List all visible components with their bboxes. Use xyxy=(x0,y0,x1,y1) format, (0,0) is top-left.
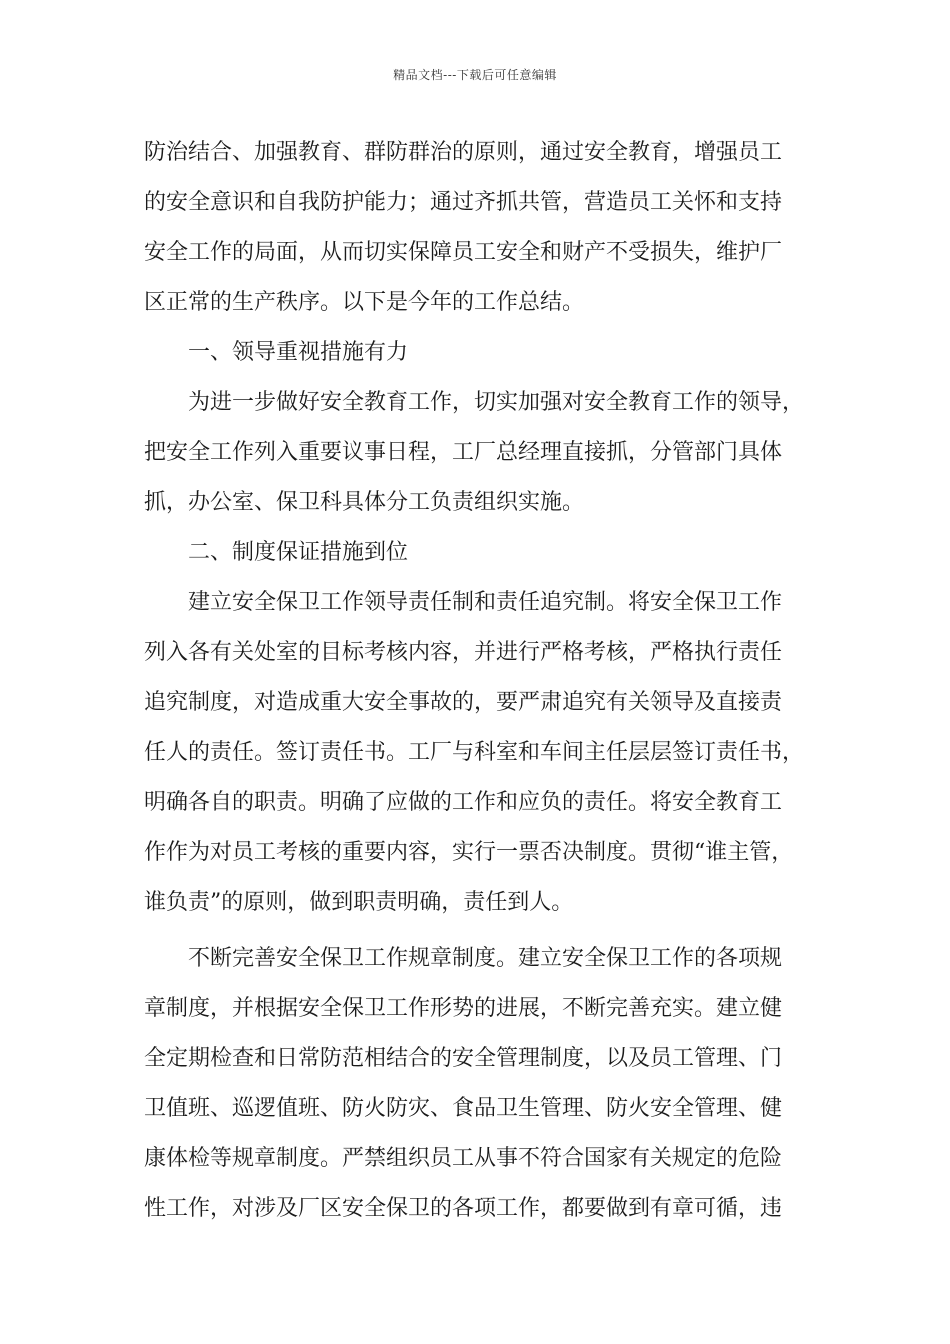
paragraph-line: 区正常的生产秩序。以下是今年的工作总结。 xyxy=(144,290,585,315)
paragraph-line: 列入各有关处室的目标考核内容，并进行严格考核，严格执行责任 xyxy=(144,640,783,665)
paragraph-line: 作作为对员工考核的重要内容，实行一票否决制度。贯彻“谁主管， xyxy=(144,840,794,865)
paragraph-line: 建立安全保卫工作领导责任制和责任追究制。将安全保卫工作 xyxy=(188,590,783,615)
paragraph-line: 谁负责”的原则，做到职责明确，责任到人。 xyxy=(144,890,574,915)
page-header: 精品文档---下载后可任意编辑 xyxy=(393,68,557,82)
section-heading-2: 二、制度保证措施到位 xyxy=(188,540,409,565)
paragraph-line: 不断完善安全保卫工作规章制度。建立安全保卫工作的各项规 xyxy=(188,946,783,971)
paragraph-line: 抓，办公室、保卫科具体分工负责组织实施。 xyxy=(144,490,585,515)
paragraph-line: 卫值班、巡逻值班、防火防灾、食品卫生管理、防火安全管理、健 xyxy=(144,1096,783,1121)
paragraph-line: 安全工作的局面，从而切实保障员工安全和财产不受损失，维护厂 xyxy=(144,240,783,265)
paragraph-line: 全定期检查和日常防范相结合的安全管理制度，以及员工管理、门 xyxy=(144,1046,783,1071)
paragraph-line: 追究制度，对造成重大安全事故的，要严肃追究有关领导及直接责 xyxy=(144,690,783,715)
paragraph-line: 章制度，并根据安全保卫工作形势的进展，不断完善充实。建立健 xyxy=(144,996,783,1021)
paragraph-line: 的安全意识和自我防护能力；通过齐抓共管，营造员工关怀和支持 xyxy=(144,190,783,215)
paragraph-line: 性工作，对涉及厂区安全保卫的各项工作，都要做到有章可循，违 xyxy=(144,1196,783,1221)
paragraph-line: 把安全工作列入重要议事日程，工厂总经理直接抓，分管部门具体 xyxy=(144,440,783,465)
document-body xyxy=(144,128,814,1234)
paragraph-line: 防治结合、加强教育、群防群治的原则，通过安全教育，增强员工 xyxy=(144,140,783,165)
paragraph-line: 康体检等规章制度。严禁组织员工从事不符合国家有关规定的危险 xyxy=(144,1146,783,1171)
section-heading-1: 一、领导重视措施有力 xyxy=(188,340,409,365)
paragraph-line: 为进一步做好安全教育工作，切实加强对安全教育工作的领导， xyxy=(188,390,805,415)
paragraph-line: 明确各自的职责。明确了应做的工作和应负的责任。将安全教育工 xyxy=(144,790,783,815)
paragraph-line: 任人的责任。签订责任书。工厂与科室和车间主任层层签订责任书， xyxy=(144,740,805,765)
